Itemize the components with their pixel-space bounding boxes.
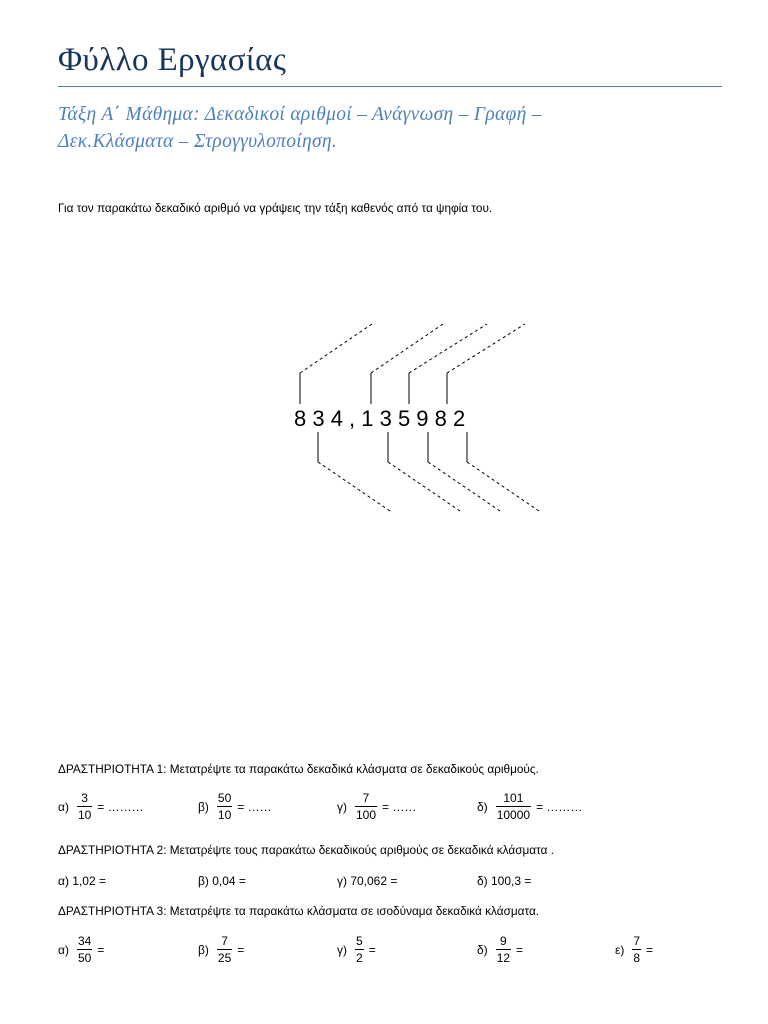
denominator: 25 [217, 951, 232, 965]
activity-3-item-e [615, 935, 653, 964]
fraction [496, 935, 511, 964]
activity-1-item-c [337, 792, 416, 821]
item-label: α) [58, 799, 69, 814]
fraction [77, 935, 92, 964]
numerator: 7 [221, 934, 228, 948]
item-label: γ) [337, 799, 347, 814]
activity-1-item-b [198, 792, 272, 821]
item-label: α) [58, 942, 69, 957]
item-label: ε) [615, 942, 625, 957]
answer-blank: = ……… [97, 799, 144, 814]
item-label: δ) [477, 799, 488, 814]
denominator: 10000 [496, 808, 531, 822]
item-label: γ) [337, 942, 347, 957]
item-label: β) [198, 799, 209, 814]
activity-3-item-d [477, 935, 523, 964]
numerator: 7 [362, 791, 370, 805]
denominator: 2 [356, 951, 363, 965]
fraction [217, 792, 232, 821]
equals-sign: = [516, 942, 524, 957]
numerator: 7 [633, 934, 641, 948]
page-title: Φύλλο Εργασίας [58, 42, 287, 78]
subtitle-line-2: Δεκ.Κλάσματα – Στρογγυλοποίηση. [58, 131, 338, 152]
answer-blank: = …… [382, 799, 417, 814]
numerator: 101 [503, 791, 524, 805]
decimal-number: 8 3 4 , 1 3 5 9 8 2 [294, 406, 466, 431]
activity-2-item-b: β) 0,04 = [198, 874, 246, 888]
activity-3-item-c [337, 935, 376, 964]
leader-digit-5-dash [409, 324, 487, 373]
activity-3-item-b [198, 935, 244, 964]
leader-digit-8b-dash [447, 324, 525, 373]
leader-digit-8-dash [300, 324, 372, 373]
fraction [632, 935, 641, 964]
denominator: 10 [77, 808, 92, 822]
activity-1-item-d [477, 792, 582, 821]
activity-3-item-a [58, 935, 104, 964]
answer-blank: = …… [237, 799, 272, 814]
leader-digit-9-dash [428, 462, 500, 511]
equals-sign: = [646, 942, 654, 957]
numerator: 34 [77, 934, 92, 948]
fraction [355, 792, 377, 821]
leader-digit-2-dash [467, 462, 539, 511]
denominator: 8 [633, 951, 641, 965]
numerator: 5 [356, 934, 363, 948]
activity-2-item-a: α) 1,02 = [58, 874, 106, 888]
fraction [496, 792, 531, 821]
numerator: 50 [217, 791, 232, 805]
activity-2-item-d: δ) 100,3 = [477, 874, 532, 888]
activity-1-item-a [58, 792, 144, 821]
fraction [77, 792, 92, 821]
leader-digit-3b-dash [388, 462, 460, 511]
item-label: β) [198, 942, 209, 957]
activity-2-heading: ΔΡΑΣΤΗΡΙΟΤΗΤΑ 2: Μετατρέψτε τους παρακάτω δεκαδικούς αριθμούς σε δεκαδικά κλάσματα . [58, 843, 554, 857]
answer-blank: = ……… [536, 799, 583, 814]
subtitle-line-1: Τάξη Α΄ Μάθημα: Δεκαδικοί αριθμοί – Ανάγνωση – Γραφή – [58, 104, 542, 125]
denominator: 50 [77, 951, 92, 965]
activity-2-item-c: γ) 70,062 = [337, 874, 398, 888]
item-label: δ) [477, 942, 488, 957]
intro-instruction: Για τον παρακάτω δεκαδικό αριθμό να γράψεις την τάξη καθενός από τα ψηφία του. [58, 201, 493, 215]
leader-digit-3-dash [318, 462, 390, 511]
denominator: 10 [217, 808, 232, 822]
fraction [355, 935, 364, 964]
leader-digit-1-dash [371, 324, 443, 373]
equals-sign: = [97, 942, 105, 957]
denominator: 100 [356, 808, 377, 822]
fraction [217, 935, 232, 964]
numerator: 9 [500, 934, 507, 948]
equals-sign: = [237, 942, 245, 957]
activity-3-heading: ΔΡΑΣΤΗΡΙΟΤΗΤΑ 3: Μετατρέψτε τα παρακάτω κλάσματα σε ισοδύναμα δεκαδικά κλάσματα. [58, 904, 540, 918]
activity-1-heading: ΔΡΑΣΤΗΡΙΟΤΗΤΑ 1: Μετατρέψτε τα παρακάτω δεκαδικά κλάσματα σε δεκαδικούς αριθμούς. [58, 762, 539, 776]
equals-sign: = [368, 942, 376, 957]
numerator: 3 [81, 791, 88, 805]
denominator: 12 [496, 951, 511, 965]
